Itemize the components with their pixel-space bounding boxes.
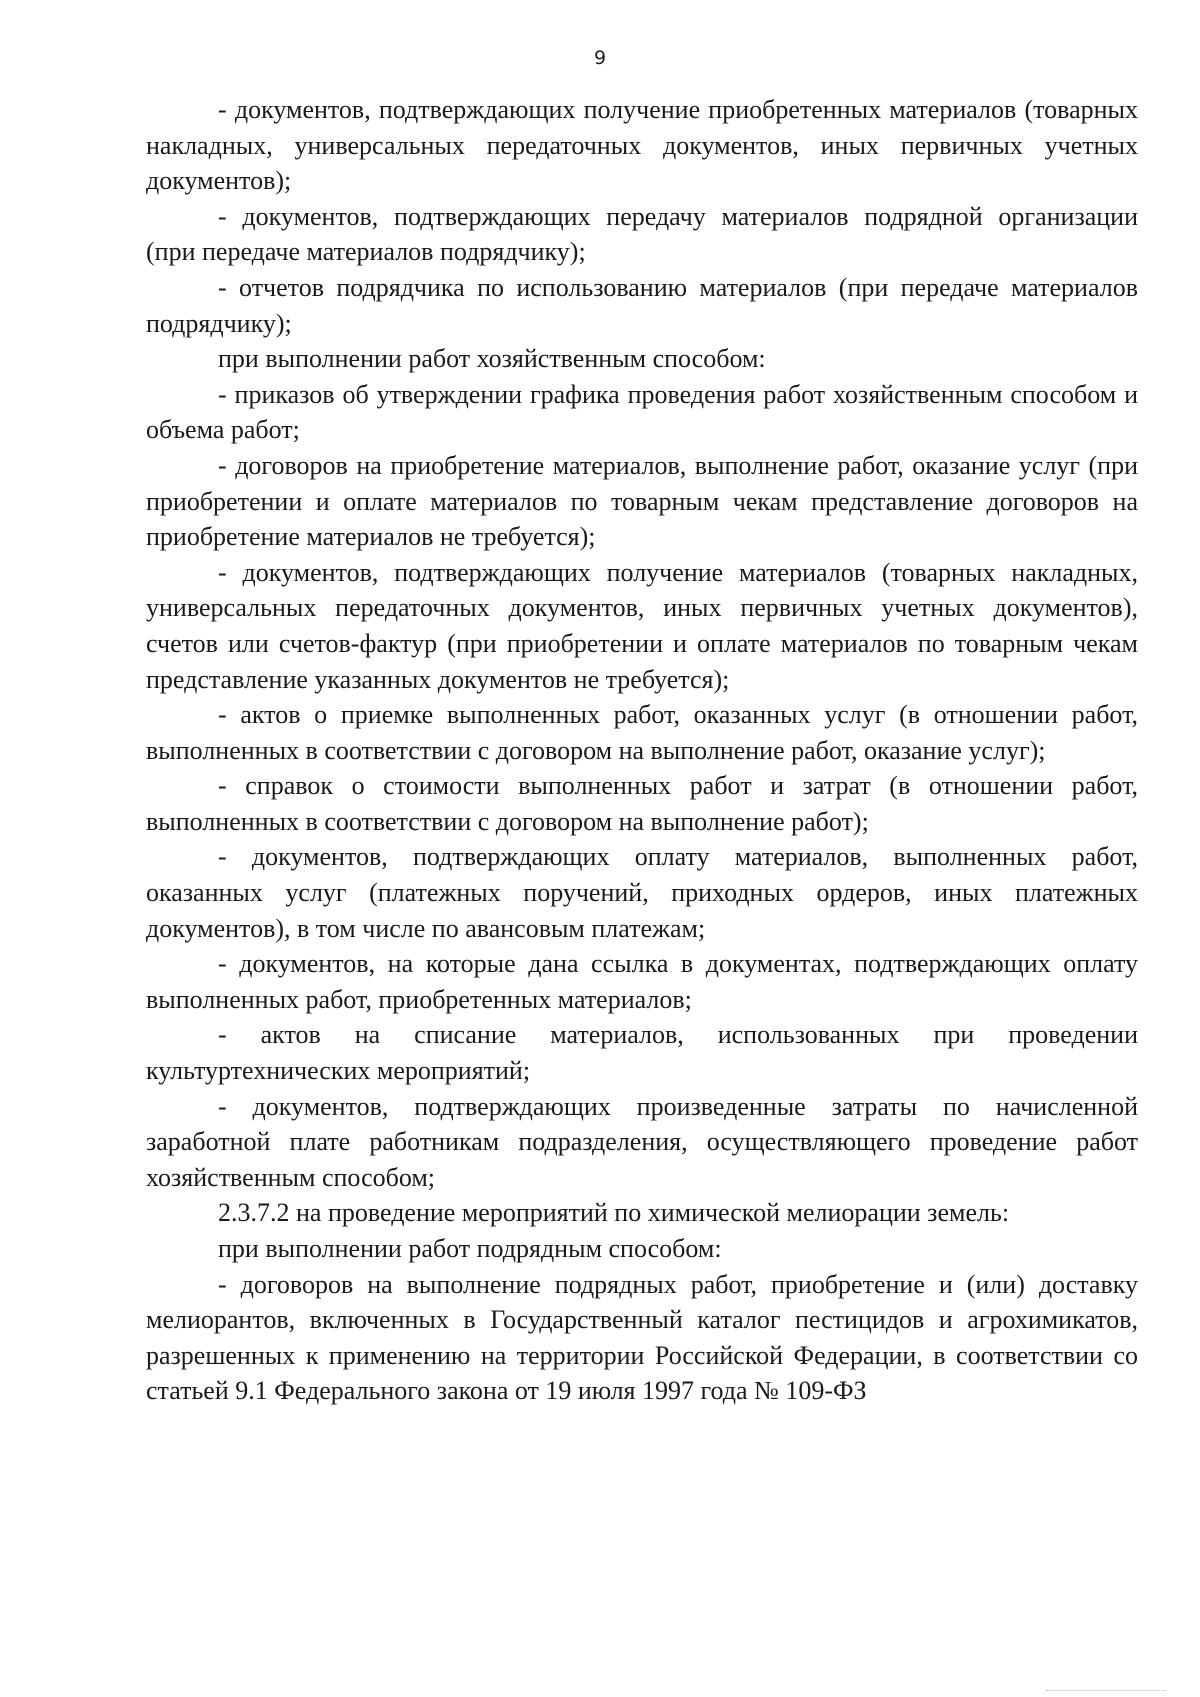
paragraph-4: при выполнении работ хозяйственным способом: (218, 344, 766, 374)
paragraph-10: - документов, подтверждающих оплату материалов, выполненных работ, оказанных услуг (платежных поручений, приходных ордеров, иных платежных документов), в том числе по авансовым платежам; (146, 842, 1138, 943)
paragraph-6: - договоров на приобретение материалов, выполнение работ, оказание услуг (при приобретении и оплате материалов по товарным чекам представление договоров на приобретение материалов не требуется); (146, 450, 1138, 552)
paragraph-3: - отчетов подрядчика по использованию материалов (при передаче материалов подрядчику); (146, 272, 1138, 338)
paragraph-2: - документов, подтверждающих передачу материалов подрядной организации (при передаче материалов подрядчику); (146, 201, 1138, 267)
paragraph-7: - документов, подтверждающих получение материалов (товарных накладных, универсальных передаточных документов, иных первичных учетных документов), счетов или счетов-фактур (при приобретении и оплате материалов по товарным чекам представление указанных документов не требуется); (146, 557, 1138, 694)
page-number: 9 (593, 47, 607, 69)
paragraph-5: - приказов об утверждении графика проведения работ хозяйственным способом и объема работ; (146, 379, 1138, 445)
document-body (146, 92, 1138, 1409)
paragraph-8: - актов о приемке выполненных работ, оказанных услуг (в отношении работ, выполненных в соответствии с договором на выполнение работ, оказание услуг); (146, 700, 1138, 765)
paragraph-14: 2.3.7.2 на проведение мероприятий по химической мелиорации земель: (218, 1198, 1010, 1228)
paragraph-16: - договоров на выполнение подрядных работ, приобретение и (или) доставку мелиорантов, включенных в Государственный каталог пестицидов и агрохимикатов, разрешенных к применению на территории Российской Федерации, в соответствии со статьей 9.1 Федерального закона от 19 июля 1997 года № 109-ФЗ (146, 1269, 1138, 1406)
paragraph-12: - актов на списание материалов, использованных при проведении культуртехнических мероприятий; (146, 1020, 1138, 1086)
scan-artifact (1046, 1682, 1166, 1691)
paragraph-9: - справок о стоимости выполненных работ и затрат (в отношении работ, выполненных в соответствии с договором на выполнение работ); (146, 771, 1138, 836)
paragraph-13: - документов, подтверждающих произведенные затраты по начисленной заработной плате работникам подразделения, осуществляющего проведение работ хозяйственным способом; (146, 1091, 1138, 1192)
paragraph-15: при выполнении работ подрядным способом: (218, 1234, 722, 1263)
paragraph-11: - документов, на которые дана ссылка в документах, подтверждающих оплату выполненных работ, приобретенных материалов; (146, 949, 1138, 1014)
paragraph-1: - документов, подтверждающих получение приобретенных материалов (товарных накладных, универсальных передаточных документов, иных первичных учетных документов); (146, 95, 1138, 196)
